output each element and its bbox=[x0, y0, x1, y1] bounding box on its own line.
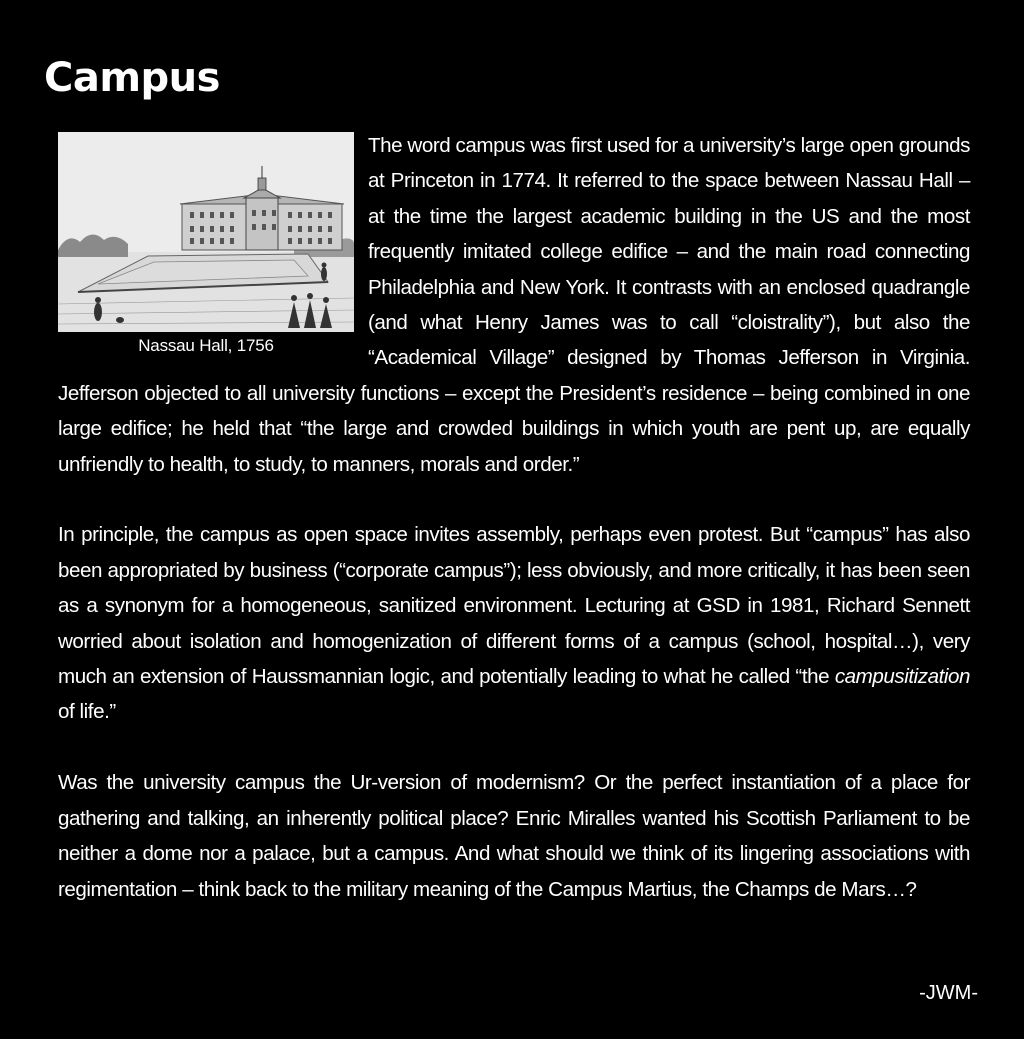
figure bbox=[58, 132, 354, 364]
engraving-of-nassau-hall-icon bbox=[58, 132, 354, 332]
figure-caption: Nassau Hall, 1756 bbox=[138, 336, 274, 355]
paragraph-3: Was the university campus the Ur-version of modernism? Or the perfect instantiation of a place for gathering and talking, an inherently political place? Enric Miralles wanted his Scottish Parliament to be neither a dome nor a palace, but a campus. And what should we think of its lingering associations with regimentation – think back to the military meaning of the Campus Martius, the Champs de Mars…? bbox=[58, 771, 970, 901]
paragraph-1: The word campus was first used for a university’s large open grounds at Princeton in 1774. It referred to the space between Nassau Hall –at the time the largest academic building in the US and the most frequently imitated college edifice – and the main road connecting Philadelphia and New York. It contrasts with an enclosed quadrangle (and what Henry James was to call “cloistrality”), but also the “Academical Village” designed by Thomas Jefferson in Virginia. Jefferson objected to all university functions – except the President’s residence – being combined in one large edifice; he held that “the large and crowded buildings in which youth are pent up, are equally unfriendly to health, to study, to manners, morals and order.” bbox=[58, 134, 971, 476]
signature: -JWM- bbox=[919, 982, 978, 1004]
italic-term: campusitization bbox=[834, 665, 971, 689]
paragraph-2-text: In principle, the campus as open space invites assembly, perhaps even protest. But “campus” has also been appropriated by business (“corporate campus”); less obviously, and more critically, it has been seen as a synonym for a homogeneous, sanitized environment. Lecturing at GSD in 1981, Richard Sennett worried about isolation and homogenization of different forms of a campus (school, hospital…), very much an extension of Haussmannian logic, and potentially leading to what he called “the bbox=[58, 523, 970, 689]
article-body bbox=[58, 128, 970, 907]
page-title: Campus bbox=[44, 55, 220, 101]
paragraph-2 bbox=[58, 517, 970, 729]
paragraph-2-end: of life.” bbox=[58, 700, 116, 724]
